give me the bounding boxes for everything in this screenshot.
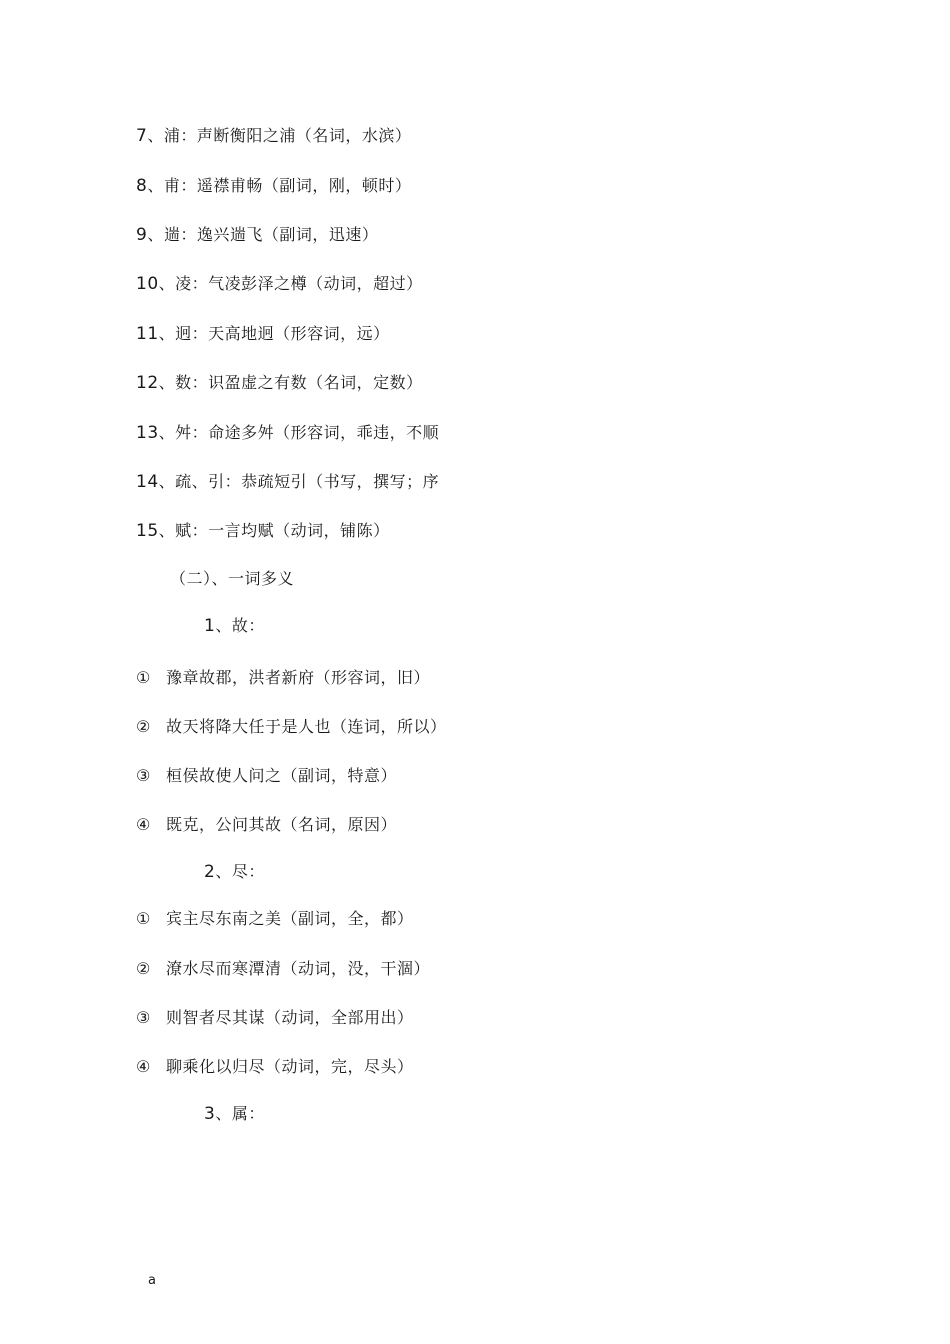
- item-marker: ①: [136, 668, 151, 687]
- item-text: 既克，公问其故（名词，原因）: [166, 815, 398, 834]
- vocab-item-9: [136, 225, 378, 245]
- item-text: 豫章故郡，洪者新府（形容词，旧）: [166, 668, 431, 687]
- group-heading-1: [204, 616, 265, 636]
- vocab-number: 9: [136, 225, 148, 245]
- vocab-item-14: [136, 472, 439, 492]
- vocab-number: 14: [136, 472, 159, 492]
- vocab-number: 15: [136, 521, 159, 541]
- vocab-text: 、浦：声断衡阳之浦（名词，水滨）: [147, 126, 412, 145]
- item-marker: ③: [136, 766, 151, 785]
- meaning-item: [136, 766, 397, 786]
- item-marker: ①: [136, 909, 151, 928]
- vocab-text: 、甫：遥襟甫畅（副词，刚，顿时）: [147, 176, 412, 195]
- item-marker: ④: [136, 815, 151, 834]
- meaning-item: [136, 909, 414, 929]
- footer-mark: a: [148, 1273, 156, 1288]
- group-number: 3: [204, 1104, 216, 1124]
- item-marker: ③: [136, 1008, 151, 1027]
- vocab-text: 、舛：命途多舛（形容词，乖违，不顺: [158, 423, 440, 442]
- vocab-number: 7: [136, 126, 148, 146]
- vocab-number: 10: [136, 274, 159, 294]
- vocab-text: 、迥：天高地迥（形容词，远）: [158, 324, 390, 343]
- vocab-number: 11: [136, 324, 159, 344]
- item-text: 故天将降大任于是人也（连词，所以）: [166, 717, 447, 736]
- vocab-text: 、遄：逸兴遄飞（副词，迅速）: [147, 225, 379, 244]
- vocab-item-13: [136, 423, 439, 443]
- vocab-item-15: [136, 521, 390, 541]
- meaning-item: [136, 668, 430, 688]
- item-text: 聊乘化以归尽（动词，完，尽头）: [166, 1057, 414, 1076]
- vocab-text: 、赋：一言均赋（动词，铺陈）: [158, 521, 390, 540]
- vocab-text: 、数：识盈虚之有数（名词，定数）: [158, 373, 423, 392]
- group-title: 、尽：: [215, 862, 265, 881]
- meaning-item: [136, 959, 430, 979]
- vocab-item-11: [136, 324, 390, 344]
- item-marker: ④: [136, 1057, 151, 1076]
- group-title: 、故：: [215, 616, 265, 635]
- section-heading: （二）、一词多义: [170, 569, 295, 588]
- vocab-item-12: [136, 373, 423, 393]
- item-marker: ②: [136, 717, 151, 736]
- vocab-item-10: [136, 274, 423, 294]
- vocab-number: 12: [136, 373, 159, 393]
- item-text: 宾主尽东南之美（副词，全，都）: [166, 909, 414, 928]
- item-text: 潦水尽而寒潭清（动词，没，干涸）: [166, 959, 431, 978]
- meaning-item: [136, 717, 447, 737]
- group-heading-3: [204, 1104, 265, 1124]
- vocab-item-7: [136, 126, 411, 146]
- meaning-item: [136, 1057, 414, 1077]
- vocab-text: 、凌：气凌彭泽之樽（动词，超过）: [158, 274, 423, 293]
- item-marker: ②: [136, 959, 151, 978]
- vocab-item-8: [136, 176, 411, 196]
- group-number: 2: [204, 862, 216, 882]
- group-heading-2: [204, 862, 265, 882]
- vocab-text: 、疏、引：恭疏短引（书写，撰写；序: [158, 472, 440, 491]
- meaning-item: [136, 815, 397, 835]
- item-text: 则智者尽其谋（动词，全部用出）: [166, 1008, 414, 1027]
- meaning-item: [136, 1008, 414, 1028]
- item-text: 桓侯故使人问之（副词，特意）: [166, 766, 398, 785]
- group-number: 1: [204, 616, 216, 636]
- vocab-number: 13: [136, 423, 159, 443]
- group-title: 、属：: [215, 1104, 265, 1123]
- vocab-number: 8: [136, 176, 148, 196]
